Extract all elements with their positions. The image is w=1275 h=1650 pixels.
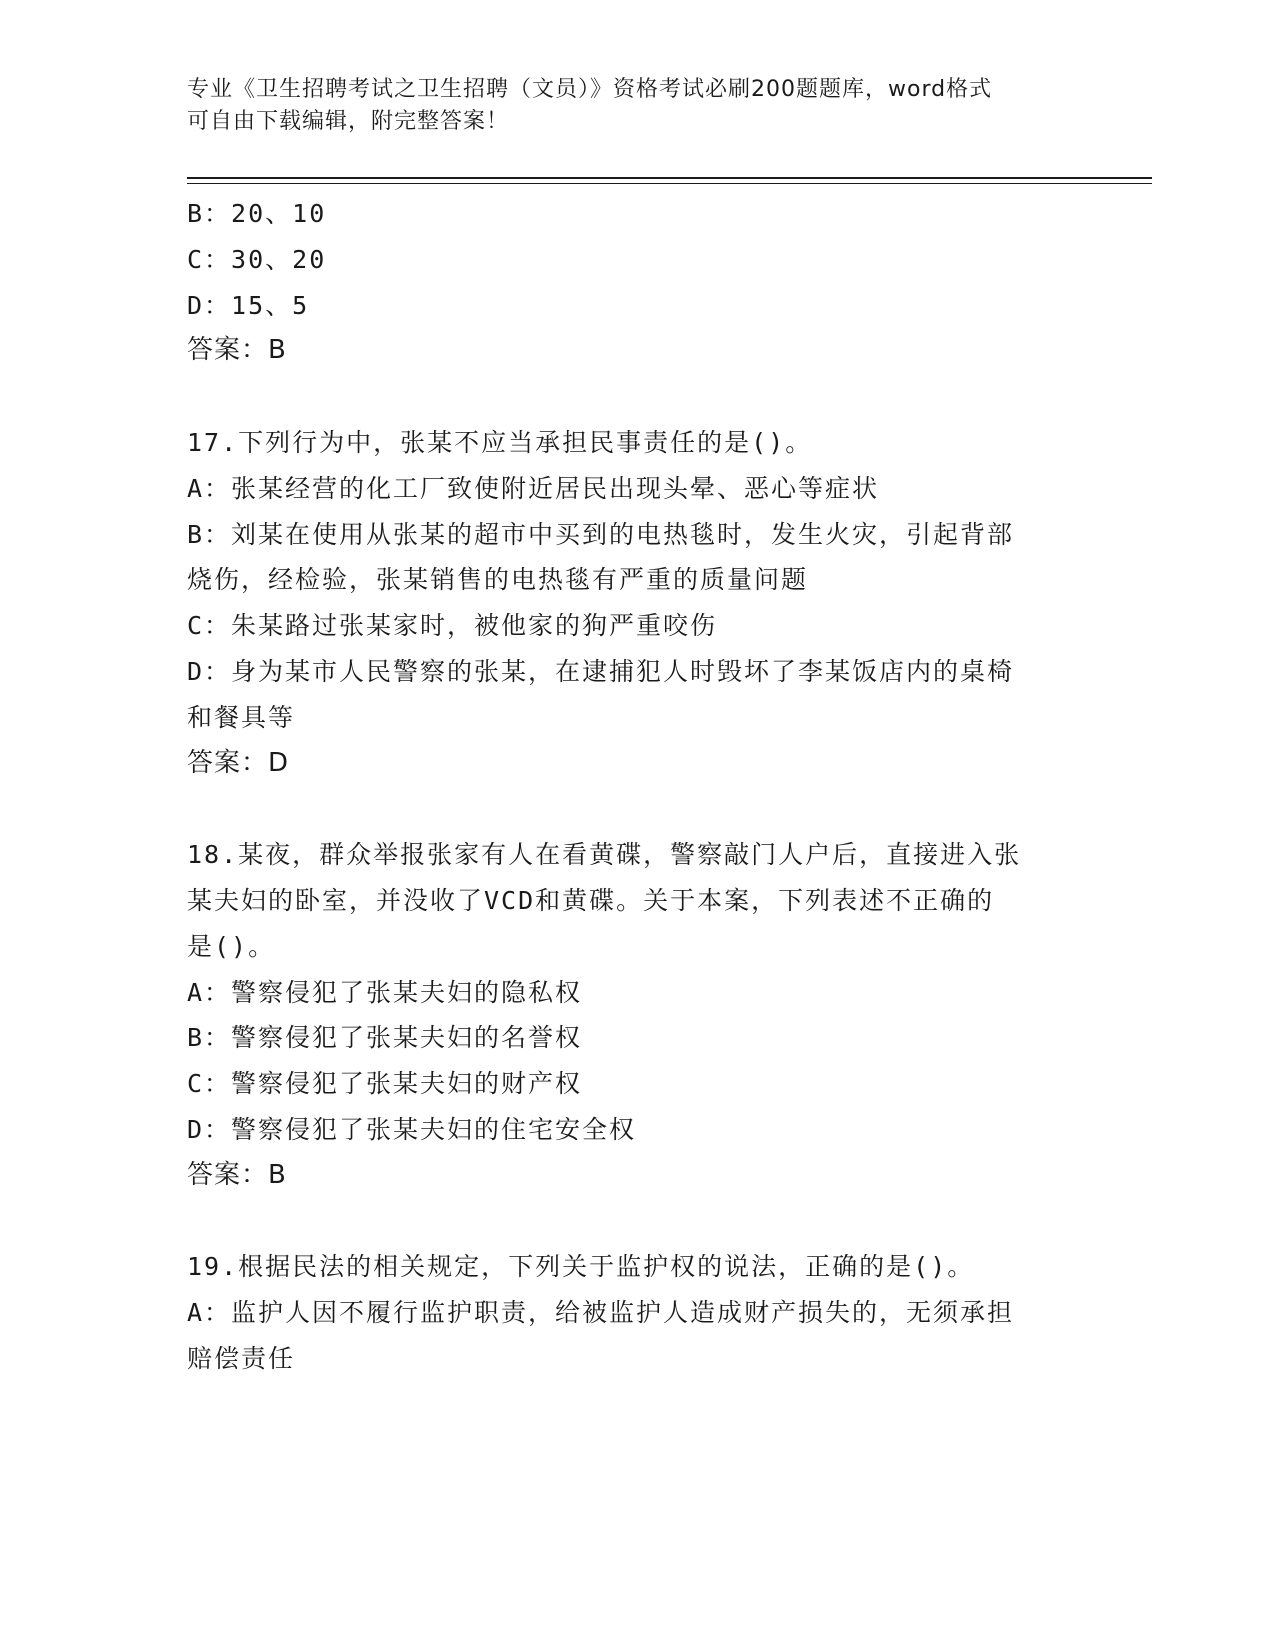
question-18-block — [187, 832, 1087, 1198]
question-17-block — [187, 420, 1087, 786]
q17-option-a: A：张某经营的化工厂致使附近居民出现头晕、恶心等症状 — [187, 473, 880, 503]
header-rule-thick — [187, 177, 1152, 179]
q17-option-d-line-2: 和餐具等 — [187, 702, 296, 732]
q17-option-d-line-1: D：身为某市人民警察的张某，在逮捕犯人时毁坏了李某饭店内的桌椅 — [187, 656, 1015, 686]
document-header — [187, 74, 1087, 138]
q18-question-line-2: 某夫妇的卧室，并没收了VCD和黄碟。关于本案，下列表述不正确的 — [187, 885, 995, 915]
q16-option-b: B：20、10 — [187, 199, 327, 228]
q16-option-c: C：30、20 — [187, 244, 327, 274]
q18-option-a: A：警察侵犯了张某夫妇的隐私权 — [187, 977, 583, 1007]
q18-option-b: B：警察侵犯了张某夫妇的名誉权 — [187, 1023, 583, 1053]
spacer — [187, 1199, 1087, 1245]
header-rule-thin — [187, 183, 1152, 184]
q18-question-line-3: 是()。 — [187, 931, 276, 961]
spacer — [187, 374, 1087, 420]
question-16-block — [187, 191, 1087, 374]
document-body — [187, 191, 1087, 1382]
q17-option-b-line-2: 烧伤，经检验，张某销售的电热毯有严重的质量问题 — [187, 565, 809, 595]
q18-option-d: D：警察侵犯了张某夫妇的住宅安全权 — [187, 1114, 637, 1144]
q18-answer: 答案：B — [187, 1159, 287, 1190]
q17-question: 17.下列行为中，张某不应当承担民事责任的是()。 — [187, 427, 813, 457]
q18-option-c: C：警察侵犯了张某夫妇的财产权 — [187, 1069, 583, 1099]
header-line-2: 可自由下载编辑，附完整答案！ — [187, 109, 510, 134]
q16-option-d: D：15、5 — [187, 290, 310, 320]
spacer — [187, 786, 1087, 832]
q18-question-line-1: 18.某夜，群众举报张家有人在看黄碟，警察敲门人户后，直接进入张 — [187, 840, 1022, 870]
q16-answer: 答案：B — [187, 335, 287, 366]
header-line-1: 专业《卫生招聘考试之卫生招聘（文员）》资格考试必刷200题题库，word格式 — [187, 77, 993, 102]
q19-option-a-line-2: 赔偿责任 — [187, 1343, 296, 1373]
q19-question: 19.根据民法的相关规定，下列关于监护权的说法，正确的是()。 — [187, 1252, 975, 1282]
question-19-block — [187, 1244, 1087, 1381]
q17-option-b-line-1: B：刘某在使用从张某的超市中买到的电热毯时，发生火灾，引起背部 — [187, 519, 1015, 549]
q19-option-a-line-1: A：监护人因不履行监护职责，给被监护人造成财产损失的，无须承担 — [187, 1298, 1015, 1328]
q17-option-c: C：朱某路过张某家时，被他家的狗严重咬伤 — [187, 611, 718, 641]
q17-answer: 答案：D — [187, 747, 290, 778]
